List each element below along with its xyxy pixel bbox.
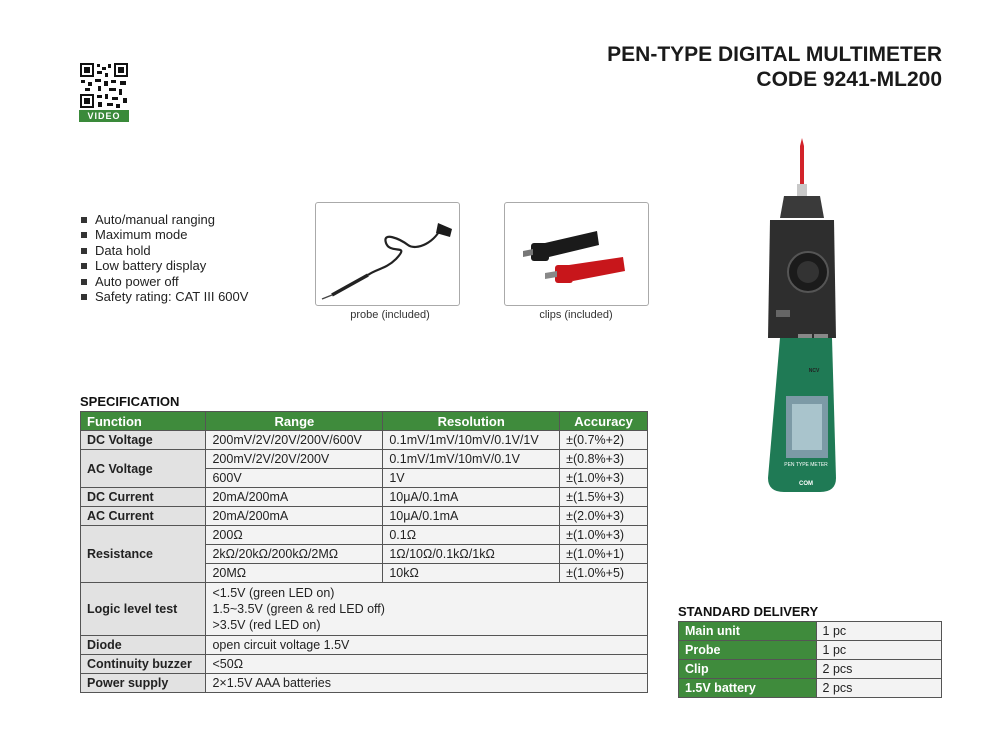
feature-list [80,212,248,304]
accuracy-cell: ±(1.5%+3) [560,488,648,507]
feature-item: Safety rating: CAT III 600V [80,289,248,304]
table-row [81,488,648,507]
function-cell: Continuity buzzer [81,655,206,674]
col-header: Function [81,412,206,431]
range-cell: 600V [206,469,383,488]
qr-code[interactable] [79,62,129,122]
accuracy-cell: ±(1.0%+3) [560,526,648,545]
function-cell: AC Voltage [81,450,206,488]
qty-cell: 2 pcs [816,660,941,679]
page-title [607,42,942,92]
video-label: VIDEO [79,110,129,122]
table-row [81,655,648,674]
value-cell: open circuit voltage 1.5V [206,636,648,655]
col-header: Resolution [383,412,560,431]
item-cell: Probe [679,641,817,660]
clips-icon [505,203,648,305]
title-line-2: CODE 9241-ML200 [756,68,942,91]
col-header: Accuracy [560,412,648,431]
qr-code-icon [79,62,129,109]
delivery-title: STANDARD DELIVERY [678,604,819,619]
accuracy-cell: ±(0.8%+3) [560,450,648,469]
qty-cell: 1 pc [816,641,941,660]
logic-line: <1.5V (green LED on) [212,586,335,600]
range-cell: 200mV/2V/20V/200V [206,450,383,469]
table-row [81,450,648,469]
feature-item: Maximum mode [80,227,248,242]
probe-icon [316,203,459,305]
item-cell: Clip [679,660,817,679]
range-cell: 20mA/200mA [206,507,383,526]
table-row [679,660,942,679]
delivery-table [678,621,942,698]
title-line-1: PEN-TYPE DIGITAL MULTIMETER [607,43,942,66]
device-label: PEN TYPE METER [784,462,828,468]
table-row [81,674,648,693]
resolution-cell: 1Ω/10Ω/0.1kΩ/1kΩ [383,545,560,564]
accuracy-cell: ±(1.0%+1) [560,545,648,564]
table-row [81,526,648,545]
table-row [81,431,648,450]
function-cell: Logic level test [81,583,206,636]
probe-photo [315,202,460,306]
clips-caption: clips (included) [539,309,613,321]
resolution-cell: 1V [383,469,560,488]
table-row [679,679,942,698]
accuracy-cell: ±(0.7%+2) [560,431,648,450]
accuracy-cell: ±(2.0%+3) [560,507,648,526]
function-cell: Diode [81,636,206,655]
probe-caption: probe (included) [350,309,430,321]
logic-description-cell [206,583,648,636]
function-cell: AC Current [81,507,206,526]
col-header: Range [206,412,383,431]
feature-item: Auto/manual ranging [80,212,248,227]
clips-photo [504,202,649,306]
feature-item: Data hold [80,243,248,258]
multimeter-icon [762,138,842,496]
resolution-cell: 10kΩ [383,564,560,583]
range-cell: 200Ω [206,526,383,545]
item-cell: Main unit [679,622,817,641]
accuracy-cell: ±(1.0%+5) [560,564,648,583]
function-cell: DC Voltage [81,431,206,450]
range-cell: 20mA/200mA [206,488,383,507]
device-com: COM [799,481,813,487]
table-row [679,622,942,641]
table-row [81,636,648,655]
resolution-cell: 10μA/0.1mA [383,507,560,526]
function-cell: Resistance [81,526,206,583]
spec-title: SPECIFICATION [80,394,180,409]
spec-table [80,411,648,693]
value-cell: <50Ω [206,655,648,674]
feature-item: Auto power off [80,274,248,289]
device-ncv: NCV [808,368,820,374]
resolution-cell: 10μA/0.1mA [383,488,560,507]
logic-line: 1.5~3.5V (green & red LED off) [212,602,385,616]
range-cell: 20MΩ [206,564,383,583]
item-cell: 1.5V battery [679,679,817,698]
qty-cell: 2 pcs [816,679,941,698]
value-cell: 2×1.5V AAA batteries [206,674,648,693]
range-cell: 2kΩ/20kΩ/200kΩ/2MΩ [206,545,383,564]
qty-cell: 1 pc [816,622,941,641]
function-cell: Power supply [81,674,206,693]
feature-item: Low battery display [80,258,248,273]
table-row [81,507,648,526]
resolution-cell: 0.1Ω [383,526,560,545]
range-cell: 200mV/2V/20V/200V/600V [206,431,383,450]
multimeter-image [762,138,842,501]
function-cell: DC Current [81,488,206,507]
table-row [679,641,942,660]
resolution-cell: 0.1mV/1mV/10mV/0.1V/1V [383,431,560,450]
logic-line: >3.5V (red LED on) [212,618,321,632]
resolution-cell: 0.1mV/1mV/10mV/0.1V [383,450,560,469]
accuracy-cell: ±(1.0%+3) [560,469,648,488]
spec-header-row [81,412,648,431]
table-row [81,583,648,636]
